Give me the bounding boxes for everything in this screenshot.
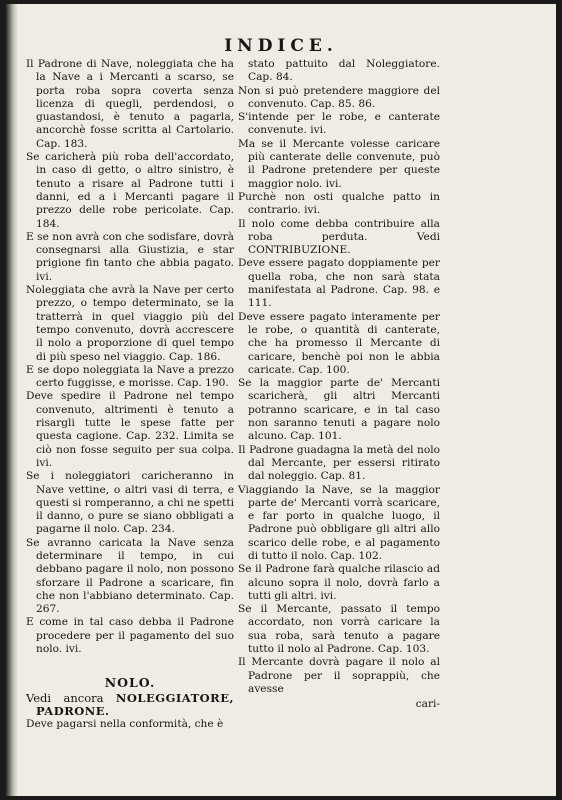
index-entry: Il nolo come debba contribuire alla roba perduta. Vedi CONTRIBUZIONE. bbox=[238, 217, 440, 257]
index-entry: Deve essere pagato doppiamente per quella roba, che non sarà stata manifestata al Padrone. Cap. 98. e 111. bbox=[238, 257, 440, 310]
index-entry: Se il Mercante, passato il tempo accordato, non vorrà caricare la sua roba, sarà tenuto a pagare tutto il nolo al Padrone. Cap. 103. bbox=[238, 603, 440, 656]
index-entry: Non si può pretendere maggiore del convenuto. Cap. 85. 86. bbox=[238, 84, 440, 110]
index-entry: Deve spedire il Padrone nel tempo convenuto, altrimenti è tenuto a risargli tutte le spese fatte per questa cagione. Cap. 232. Limita se ciò non fosse seguito per sua colpa. ivi. bbox=[26, 390, 234, 469]
page-spine-shadow bbox=[6, 4, 18, 796]
continued-entry: stato pattuito dal Noleggiatore. Cap. 84. bbox=[248, 58, 440, 84]
index-entry: Il Padrone guadagna la metà del nolo dal Mercante, per essersi ritirato dal noleggio. Cap. 81. bbox=[238, 443, 440, 483]
see-also bbox=[26, 692, 234, 719]
index-entry: Ma se il Mercante volesse caricare più canterate delle convenute, può il Padrone pretendere per queste maggior nolo. ivi. bbox=[238, 137, 440, 190]
index-entry: Se avranno caricata la Nave senza determinare il tempo, in cui debbano pagare il nolo, non possono sforzare il Padrone a scaricare, fin che non l'abbiano determinato. Cap. 267. bbox=[26, 536, 234, 616]
index-entry: E se non avrà con che sodisfare, dovrà consegnarsi alla Giustizia, e star prigione fin tanto che abbia pagato. ivi. bbox=[26, 230, 234, 283]
catchword: cari- bbox=[415, 698, 440, 711]
index-entry: S'intende per le robe, e canterate convenute. ivi. bbox=[238, 111, 440, 137]
right-column bbox=[238, 58, 440, 712]
index-entry: E come in tal caso debba il Padrone procedere per il pagamento del suo nolo. ivi. bbox=[26, 616, 234, 656]
index-entry: Se la maggior parte de' Mercanti scaricherà, gli altri Mercanti potranno scaricare, e in tal caso non saranno tenuti a pagare nolo alcuno. Cap. 101. bbox=[238, 377, 440, 443]
left-column bbox=[26, 58, 234, 732]
see-also-terms: NOLEGGIATORE, PADRONE. bbox=[36, 690, 234, 718]
index-entry: Se caricherà più roba dell'accordato, in caso di getto, o altro sinistro, è tenuto a risare al Padrone tutti i danni, ed a i Mercanti pagare il prezzo delle robe pericolate. Cap. 184. bbox=[26, 151, 234, 230]
index-entry: Noleggiata che avrà la Nave per certo prezzo, o tempo determinato, se la tratterrà in quel viaggio più del tempo convenuto, dovrà accrescere il nolo a proporzione di quel tempo di più speso nel viaggio. Cap. 186. bbox=[26, 284, 234, 363]
page-title: INDICE. bbox=[224, 36, 338, 56]
section-heading: NOLO. bbox=[104, 675, 156, 691]
index-entry: Deve essere pagato interamente per le robe, o quantità di canterate, che ha promesso il Mercante di caricare, benchè poi non le abbia caricate. Cap. 100. bbox=[238, 310, 440, 376]
index-entry: E se dopo noleggiata la Nave a prezzo certo fuggisse, e morisse. Cap. 190. bbox=[26, 363, 234, 390]
index-entry: Il Mercante dovrà pagare il nolo al Padrone per il soprappiù, che avesse bbox=[238, 656, 440, 695]
index-entry: Viaggiando la Nave, se la maggior parte de' Mercanti vorrà scaricare, e far porto in qualche luogo, il Padrone può obbligare gli altri allo scarico delle robe, e al pagamento di tutto il nolo. Cap. 102. bbox=[238, 483, 440, 562]
index-entry: Il Padrone di Nave, noleggiata che ha la Nave a i Mercanti a scarso, se porta roba sopra coverta senza licenza di quegli, perdendosi, o guastandosi, è tenuto a pagarla, ancorchè fosse scritta al Cartolario. Cap. 183. bbox=[26, 58, 234, 150]
index-entry: Se i noleggiatori caricheranno in Nave vettine, o altri vasi di terra, e questi si romperanno, a chi ne spetti il danno, o pure se siano obbligati a pagarne il nolo. Cap. 234. bbox=[26, 470, 234, 536]
index-entry: Deve pagarsi nella conformità, che è bbox=[26, 718, 224, 731]
book-page bbox=[6, 4, 556, 796]
see-also-prefix: Vedi ancora bbox=[26, 690, 104, 705]
index-entry: Se il Padrone farà qualche rilascio ad alcuno sopra il nolo, dovrà farlo a tutti gli altri. ivi. bbox=[238, 563, 440, 602]
index-entry: Purchè non osti qualche patto in contrario. ivi. bbox=[238, 190, 440, 217]
